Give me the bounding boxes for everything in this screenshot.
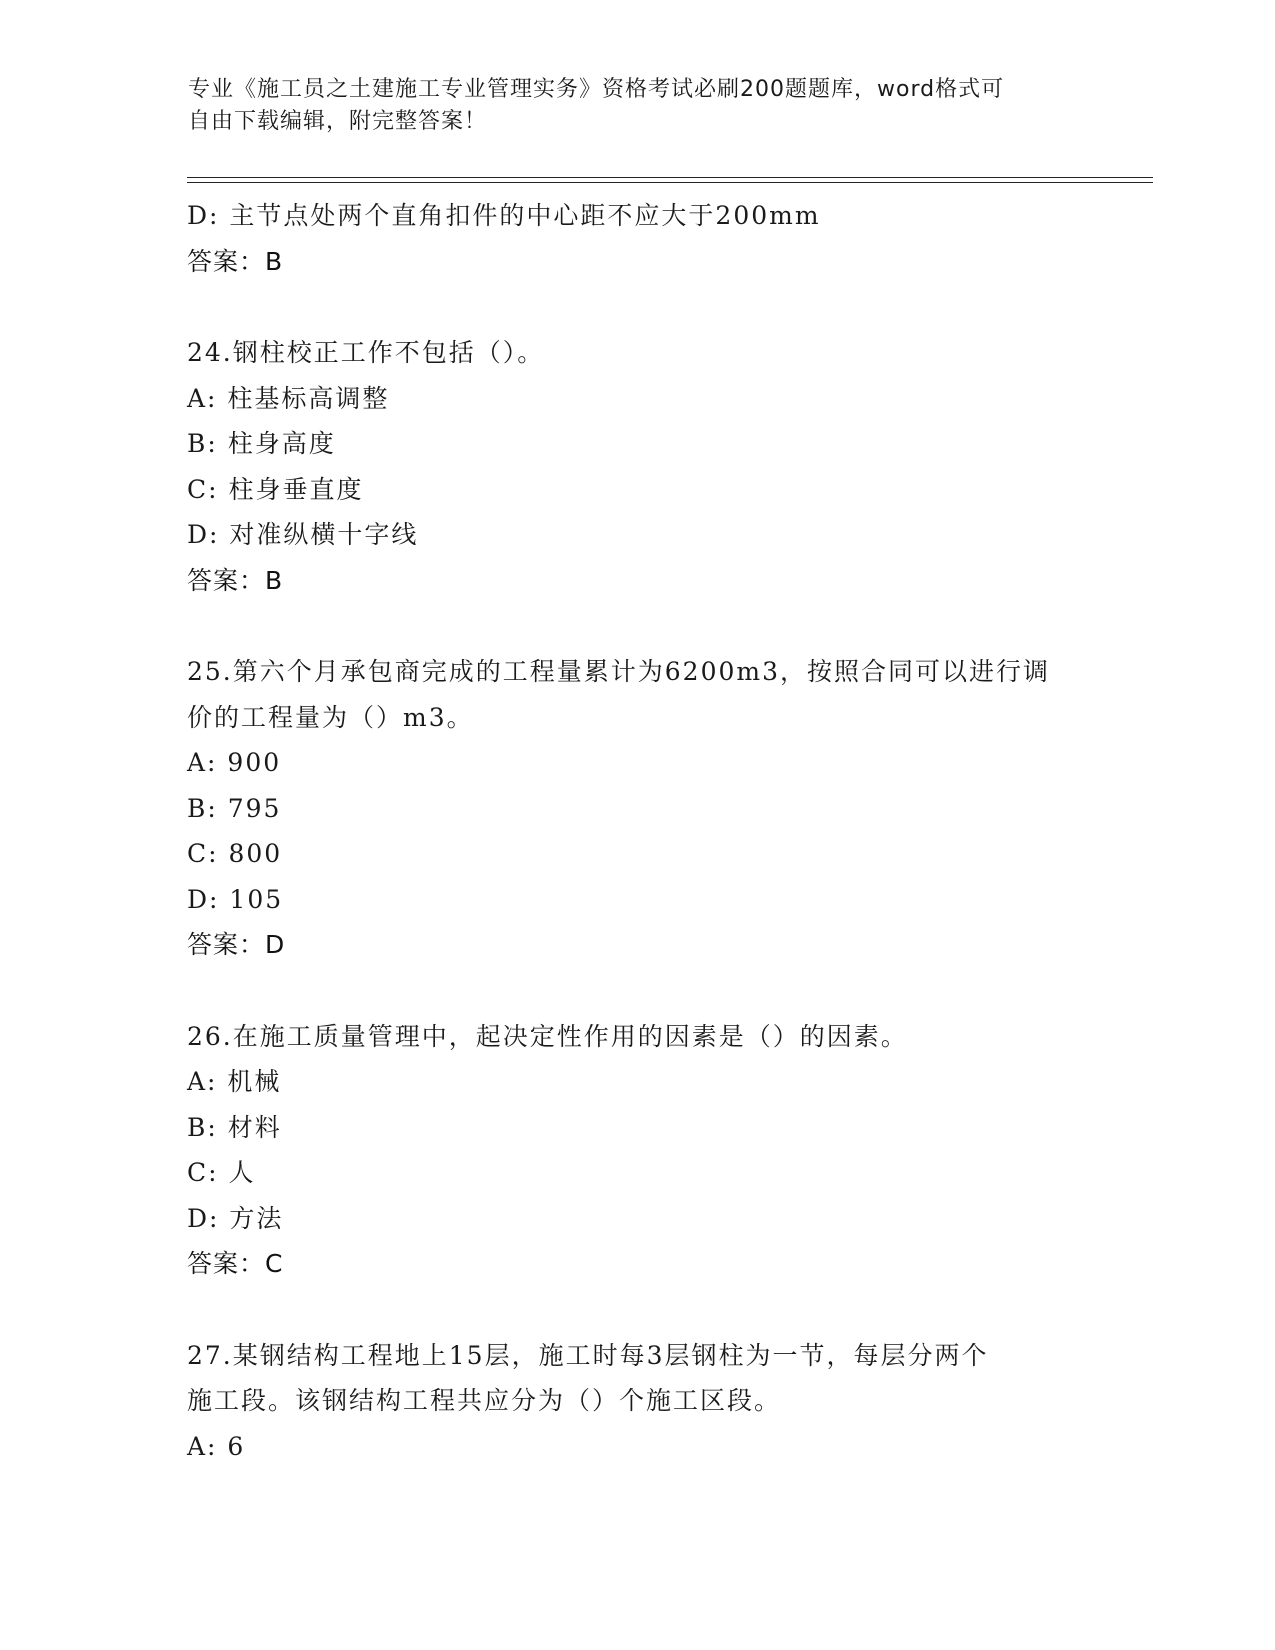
header-divider-top: [187, 177, 1153, 178]
option-c: C: 人: [187, 1158, 256, 1187]
option-b: B: 795: [187, 793, 282, 823]
document-header: [188, 74, 1068, 138]
option-d: D: 主节点处两个直角扣件的中心距不应大于200mm: [187, 201, 821, 230]
option-a: A: 6: [187, 1431, 246, 1461]
option-a: A: 900: [187, 748, 282, 777]
answer-line: 答案：D: [187, 930, 286, 959]
question-stem: 24.钢柱校正工作不包括（）。: [187, 338, 545, 367]
header-line-1: 专业《施工员之土建施工专业管理实务》资格考试必刷200题题库，word格式可: [188, 77, 1005, 102]
option-b: B: 材料: [187, 1112, 282, 1142]
question-stem-line-1: 27.某钢结构工程地上15层，施工时每3层钢柱为一节，每层分两个: [187, 1340, 989, 1370]
question-24: [187, 330, 1087, 603]
question-stem-line-2: 施工段。该钢结构工程共应分为（）个施工区段。: [187, 1386, 782, 1415]
question-stem-line-1: 25.第六个月承包商完成的工程量累计为6200m3，按照合同可以进行调: [187, 657, 1050, 686]
question-26: [187, 1014, 1087, 1287]
spacer: [187, 968, 1087, 1014]
question-25: [187, 649, 1087, 968]
option-c: C: 800: [187, 839, 283, 868]
option-b: B: 柱身高度: [187, 429, 336, 458]
header-line-2: 自由下载编辑，附完整答案！: [188, 109, 488, 134]
option-c: C: 柱身垂直度: [187, 474, 364, 504]
option-d: D: 方法: [187, 1203, 284, 1233]
answer-line: 答案：B: [187, 246, 284, 276]
option-d: D: 对准纵横十字线: [187, 520, 419, 549]
answer-line: 答案：C: [187, 1249, 284, 1278]
question-27: [187, 1333, 1087, 1470]
option-d: D: 105: [187, 884, 284, 914]
question-content: [187, 193, 1087, 1469]
option-a: A: 机械: [187, 1067, 282, 1096]
question-stem: 26.在施工质量管理中，起决定性作用的因素是（）的因素。: [187, 1021, 908, 1051]
answer-line: 答案：B: [187, 565, 284, 595]
header-divider-bottom: [187, 182, 1153, 183]
spacer: [187, 284, 1087, 330]
spacer: [187, 1287, 1087, 1333]
option-a: A: 柱基标高调整: [187, 383, 390, 413]
question-stem-line-2: 价的工程量为（）m3。: [187, 702, 474, 732]
spacer: [187, 603, 1087, 649]
